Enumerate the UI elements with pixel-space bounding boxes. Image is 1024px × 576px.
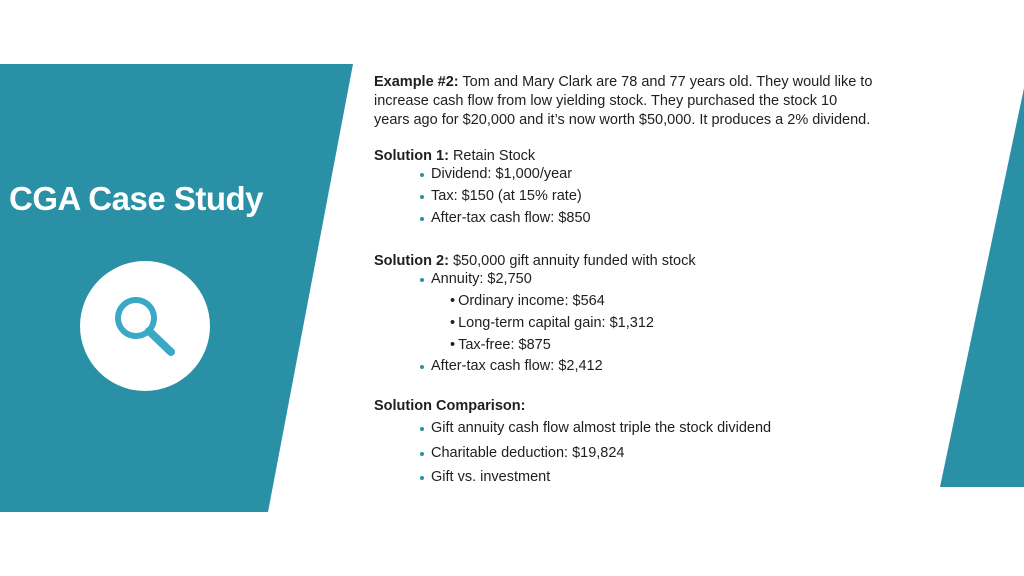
bullet-dot [420,427,424,431]
bullet-dot [420,476,424,480]
comparison-bullet-triple: Gift annuity cash flow almost triple the stock dividend [431,420,772,436]
example-label: Example #2: [374,74,459,90]
bullet-dot [420,278,424,282]
example-line-1: Example #2: Tom and Mary Clark are 78 and 77 years old. They would like to [374,74,873,90]
solution1-bullet-dividend: Dividend: $1,000/year [431,166,573,182]
page-title: CGA Case Study [9,180,264,217]
solution2-heading: Solution 2: $50,000 gift annuity funded with stock [374,253,696,269]
solution2-sub-ordinary: • Ordinary income: $564 [450,293,605,309]
bullet-dot [420,217,424,221]
example-line-2: increase cash flow from low yielding stock. They purchased the stock 10 [374,93,838,109]
solution1-bullet-tax: Tax: $150 (at 15% rate) [431,188,582,204]
example-line-3: years ago for $20,000 and it’s now worth $50,000. It produces a 2% dividend. [374,112,871,128]
comparison-bullet-gift-vs-investment: Gift vs. investment [431,469,551,485]
bullet-dot [420,365,424,369]
comparison-heading: Solution Comparison: [374,398,526,414]
right-teal-shape [940,88,1024,487]
solution1-bullet-cashflow: After-tax cash flow: $850 [431,210,591,226]
bullet-dot [420,173,424,177]
solution2-bullet-cashflow: After-tax cash flow: $2,412 [431,358,603,374]
solution2-sub-tax-free: • Tax-free: $875 [450,337,551,353]
bullet-dot [420,195,424,199]
solution2-sub-capital-gain: • Long-term capital gain: $1,312 [450,315,654,331]
solution1-heading: Solution 1: Retain Stock [374,148,536,164]
search-icon [109,291,181,363]
bullet-dot [420,452,424,456]
comparison-bullet-deduction: Charitable deduction: $19,824 [431,445,625,461]
solution2-bullet-annuity: Annuity: $2,750 [431,271,532,287]
